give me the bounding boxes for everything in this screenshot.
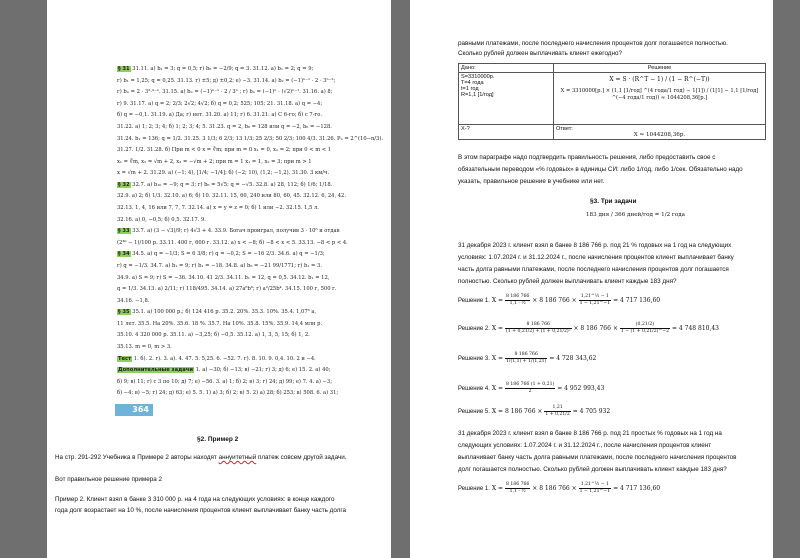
- principal: 8 186 766: [505, 322, 572, 329]
- intro-line-1: равными платежами, после последнего начисления процентов долг погашается полностью.: [458, 40, 728, 47]
- given-solution-table: [458, 63, 766, 140]
- task2-solution-1: Решение 1. X = $\frac{8 186 766}{\text{1,1 · ½}}$ × 8 186 766 × $\frac{\text{1,21\textasciicircum{}½ − 1}}{1 - 1,21\^{}-1}$ = 4 717 136,60: [458, 482, 661, 494]
- table-header-solution: Решение: [554, 64, 766, 73]
- solution-5: Решение 5. X = 8 186 766 × $\frac{1,21}{1 + 0,21/2}$ = 4 705 932: [458, 405, 611, 417]
- solution-label: Решение 2.: [458, 326, 490, 332]
- answer-key-text: б) 9; в) 11; г) с 3 по 10; д) 7; е) −56. 3. а) 1; б) 2; в) 3; г) 24; д) 99; е) 7. 4. а) −3;: [117, 379, 332, 385]
- unknown-cell: X-?: [459, 125, 554, 140]
- x-equals: X =: [491, 485, 504, 492]
- answer-key-text: 32.9. а) 2; б) 1/3. 32.10. а) 6; б) 10. 32.11. 15, 60, 240 или 80, 60, 45. 32.12. 6, 24, 42.: [117, 193, 347, 199]
- answer-key-text: г) bₙ = 2 · 3²·³⁻ⁿ. 31.15. а) bₙ = (−1)ⁿ⁻¹ · 2 / 3ⁿ ; г) bₙ = (−1)ⁿ · (√2)ⁿ⁻¹. 31.16. а) 8;: [117, 89, 333, 95]
- task2-line-3: выплачивает банку часть долга равными платежами, после последнего начисления процентов: [458, 454, 737, 461]
- page-number: 364: [115, 404, 153, 416]
- answer-key-line: [117, 367, 330, 373]
- table-header-given: Дано:: [459, 64, 554, 73]
- x-equals: X =: [491, 297, 504, 304]
- answer-key-text: 1. б). 2. г). 3. а). 4. 47. 5. 5,25. 6. −52. 7. г). 8. 10. 9. 0,4. 10. 2 и −4.: [133, 356, 316, 362]
- solution-2: Решение 2. X = $\frac{8 186 766}{\text{(1 + 0,21/2) + (1 + 0,21/2)²}}$ × 8 186 766 × $\frac{(0,21/2)}{1 - (1 + 0,21/2)\^{}-2}$ = 4 748 810,43: [458, 322, 719, 334]
- solution-label: Решение 4.: [458, 386, 490, 392]
- answer-key-line: [117, 379, 332, 385]
- solution-result: = 4 952 993,43: [557, 385, 605, 392]
- section-badge: Тест: [118, 356, 132, 362]
- principal: 8 186 766: [580, 325, 611, 332]
- answer-key-line: [117, 263, 322, 269]
- solution-3: Решение 3. X = $\frac{8 186 766}{1/(1,1) + 1/(1,21)}$ = 4 728 343,62: [458, 352, 597, 364]
- task2-line-1: 31 декабря 2023 г. клиент взял в банке 8 186 766 р. под 21 простых % годовых на 1 год на: [458, 430, 722, 437]
- fraction: $\frac{8 186 766}{\text{1,1 · ½}}$: [505, 294, 530, 306]
- answer-key-text: г) 9. 31.17. а) q = 2; 2/3; 2√2; 4√2; б) q = 0,2; 525; 105; 21. 31.18. а) q = −4;: [117, 101, 323, 107]
- answer-label: Ответ:: [556, 126, 573, 132]
- principal: 8 186 766: [505, 352, 547, 359]
- answer-key-text: 32.13. 1, 4, 16 или 7, 7, 7. 32.14. а) x = y = z = 0; б) 1 или −2. 32.15. 1,5 л.: [117, 205, 319, 211]
- answer-key-line: [117, 217, 206, 223]
- answer-key-text: 31.22. а) 1; 2; 3; 4; б) 1; 2; 3; 4; 5. 31.23. q = 2, b₆ = 128 или q = −2, b₆ = −128.: [117, 124, 332, 130]
- paragraph-correct-solution: Вот правильное решение примера 2: [55, 476, 162, 483]
- answer-key-text: 33.7. а) (3 − √3)/9; г) 4√3 + 4. 33.9. Богач проиграл, получив 3 · 10⁶ и отдав: [132, 228, 340, 234]
- section-badge: § 33: [118, 228, 130, 234]
- intro-line-2: Сколько рублей должен выплачивать клиент ежегодно?: [458, 50, 622, 57]
- note-line-3: указать, правильное решение в учебнике или нет.: [458, 178, 605, 185]
- answer-key-line: [117, 101, 322, 107]
- paragraph-example2-line1: Пример 2. Клиент взял в банке 3 310 000 р. на 4 года на следующих условиях: в конце каждого: [55, 496, 335, 503]
- principal: 8 186 766: [539, 297, 570, 304]
- given-t: T=4 года: [461, 80, 484, 86]
- answer-key-text: 34.5. а) q = −1/3; S = 6 3/8; г) q = −0,2; S = −16 2/3. 34.6. а) q = −1/3;: [132, 251, 325, 257]
- answer-key-text: x₁ = ∛m, x₂ = √m + 2, x₃ = −√m + 2; при m = 1 x₁ = 1, x₂ = 3; при m > 1: [117, 159, 312, 165]
- answer-key-line: [117, 124, 332, 130]
- solution-result: = 4 705 932: [572, 408, 611, 415]
- x-equals: X =: [491, 355, 504, 362]
- right-document-page: [410, 0, 773, 558]
- principal: 8 186 766: [505, 482, 530, 487]
- task1-line-3: часть долга равными платежами, после последнего начисления процентов долг погашается: [458, 266, 729, 273]
- answer-key-text: 31.11. а) b₁ = 3; q = 0,5; г) b₆ = −2/9; q = 3. 31.12. а) b₁ = 2; q = 9;: [132, 66, 314, 72]
- paragraph-example2-line2: года долг возрастает на 10 %, после начисления процентов клиент выплачивает банку часть долга: [55, 507, 347, 514]
- answer-cell: [554, 125, 766, 140]
- solution-1: Решение 1. X = $\frac{8 186 766}{\text{1,1 · ½}}$ × 8 186 766 × $\frac{\text{1,21\textasciicircum{}½ − 1}}{1 - 1,21\^{}-1}$ = 4 717 136,60: [458, 294, 661, 306]
- x-equals: X =: [491, 385, 504, 392]
- solution-formulas: [554, 73, 766, 125]
- answer-key-line: [117, 275, 329, 281]
- answer-key-text: x = √m + 2. 31.29. а) (−1; 4), [1/4; −1/4]; б) (−2; 10), (1,2; −1,2). 31.30. 3 км/ч.: [117, 170, 330, 176]
- answer-key-text: 34.16. −1,8.: [117, 298, 150, 304]
- answer-key-text: 1. а) −30; б) −13; в) −21; г) 3; д) 6; е) 15. 2. а) 40;: [195, 367, 331, 373]
- solution-label: Решение 1.: [458, 298, 490, 304]
- answer-key-text: q = 1/3. 34.13. а) 2/11; г) 118/495. 34.14. а) 27a⁶b⁶; г) a²/25b⁴. 34.15. 100 г, 500 г.: [117, 286, 337, 292]
- solution-4: Решение 4. X = $\frac{8 186 766 (1 + 0,21)}{2}$ = 4 952 993,43: [458, 382, 605, 394]
- answer-key-line: [117, 66, 313, 72]
- given-small-t: t=1 год: [461, 86, 479, 92]
- answer-key-line: [117, 170, 329, 176]
- scanned-answer-key: [117, 66, 383, 426]
- solution-result: = 4 728 343,62: [549, 355, 597, 362]
- answer-key-line: [117, 309, 316, 315]
- note-line-2: обязательным переводом «% годовых» в единицы СИ: либо 1/год, либо 1/сек. Обязательно надо: [458, 166, 743, 173]
- section-badge: § 32: [118, 182, 130, 188]
- x-equals: X =: [491, 408, 504, 415]
- principal: 8 186 766: [539, 485, 570, 492]
- answer-key-line: [117, 286, 337, 292]
- solution-label: Решение 5.: [458, 409, 490, 415]
- answer-key-line: [117, 321, 322, 327]
- solution-label: Решение 1.: [458, 486, 490, 492]
- answer-key-text: (2³⁰ − 1)/100 р. 33.11. 400 г, 600 г. 33.12. а) x < −8; б) −8 < x < 5. 33.13. −8 < p < 4.: [117, 240, 348, 246]
- section-heading-example2: §2. Пример 2: [197, 436, 239, 443]
- solution-result: = 4 717 136,60: [613, 485, 661, 492]
- answer-value: X ≈ 1044208,36р.: [633, 132, 686, 138]
- answer-key-text: б) −4; в) −5; г) 24; д) 63; е) 5. 5. 1) а) 3; б) 2; в) 5. 2) а) 28; б) 253; в) 508. 6. а) 31;: [117, 390, 339, 396]
- answer-key-line: [117, 390, 338, 396]
- task1-line-1: 31 декабря 2023 г. клиент взял в банке 8 186 766 р. под 21 % годовых на 1 год на следующих: [458, 242, 732, 249]
- given-s: S=3310000р.: [461, 74, 495, 80]
- given-r: R=1,1 [1/год]: [461, 92, 494, 98]
- answer-key-text: 11 лет. 35.5. На 20%. 35.6. 18 %. 35.7. На 10%. 35.8. 15%. 35.9. 14,4 млн р.: [117, 321, 323, 327]
- solution-label: Решение 3.: [458, 356, 490, 362]
- left-document-page: [47, 0, 391, 558]
- x-equals: X =: [491, 325, 504, 332]
- task2-line-2: следующих условиях: 1.07.2024 г. и 31.12.2024 г., после начисления процентов клиент: [458, 442, 712, 449]
- principal: 8 186 766: [504, 408, 536, 415]
- days-fraction: 183 дня / 366 дней/год = 1/2 года: [586, 212, 685, 218]
- answer-key-text: г) q = −1/3. 34.7. а) b₁ = 9; г) b₁ = −18. 34.8. а) b₆ = −21 99/1771; г) b₁ = 3.: [117, 263, 322, 269]
- answer-key-line: [117, 205, 319, 211]
- answer-key-line: [117, 136, 383, 142]
- answer-key-text: г) b₁ = 1,25; q = 0,25. 31.13. г) ±5; д) ±0,2; е) −3. 31.14. а) b₂ = (−1)ⁿ⁻¹ · 2 · 3ⁿ⁻²;: [117, 78, 336, 84]
- note-line-1: В этом параграфе надо подтвердить правильность решения, либо предоставить свое с: [458, 154, 716, 161]
- task1-line-4: полностью. Сколько рублей должен выплачивать клиент каждые 183 дня?: [458, 278, 677, 285]
- answer-key-text: 31.27. 1/2. 31.28. б) При m < 0 x = ∛m; при m = 0 x₁ = 0, x₂ = 2; при 0 < m < 1: [117, 147, 332, 153]
- section-badge: § 35: [118, 309, 130, 315]
- answer-key-line: [117, 159, 312, 165]
- answer-key-line: [117, 147, 331, 153]
- answer-key-line: [117, 182, 332, 188]
- paragraph-textbook-reference: На стр. 291-292 Учебника в Примере 2 авторы находят аннуитетный платеж совсем другой задачи.: [55, 454, 347, 461]
- section-badge: § 31: [118, 66, 130, 72]
- task1-line-2: условиях: 1.07.2024 г. и 31.12.2024 г., после начисления процентов клиент выплачивает банку: [458, 254, 734, 261]
- answer-key-line: [117, 193, 346, 199]
- answer-key-text: 35.1. а) 100 000 р.; б) 124 416 р. 35.2. 20%. 35.3. 10%. 35.4. 1,07⁵ a,: [132, 309, 317, 315]
- answer-key-line: [117, 332, 310, 338]
- answer-key-text: 34.9. а) S = 9; г) S = −36. 34.10. 41 2/3. 34.11. b₁ = 12, q = 0,5. 34.12. b₁ = 12,: [117, 275, 330, 281]
- answer-key-line: [117, 298, 149, 304]
- answer-key-line: [117, 89, 332, 95]
- answer-key-line: [117, 240, 348, 246]
- task2-line-4: долг погашается полностью. Сколько рублей должен выплачивать клиент каждые 183 дня?: [458, 466, 727, 473]
- section-heading-three-tasks: §3. Три задачи: [590, 198, 637, 205]
- answer-key-text: 35.13. m = 0, m > 3.: [117, 344, 172, 350]
- answer-key-line: [117, 78, 335, 84]
- answer-key-line: [117, 356, 316, 362]
- solution-result: = 4 717 136,60: [613, 297, 661, 304]
- solution-result: = 4 748 810,43: [671, 325, 719, 332]
- given-values: [459, 73, 554, 125]
- section-badge: § 34: [118, 251, 130, 257]
- answer-key-line: [117, 228, 340, 234]
- section-badge: Дополнительные задачи: [118, 367, 193, 373]
- general-formula: X = S · (R^T − 1) / (1 − R^(−T)): [609, 76, 710, 83]
- answer-key-line: [117, 344, 172, 350]
- principal: 8 186 766: [505, 294, 530, 299]
- answer-key-line: [117, 251, 325, 257]
- answer-key-text: 31.24. b₁ = 136; q = 1/2. 31.25. 3 1/3; 6 2/3; 13 1/3; 25 2/3; 50 2/3; 100 4/3. 31.26. Pₙ = 2^(10−n/3).: [117, 136, 384, 142]
- answer-key-text: 35.10. 4 320 000 р. 35.11. а) −3,25; б) −0,5. 35.12. а) 1, 3, 5, 15; б) 1, 2.: [117, 332, 310, 338]
- answer-key-text: 32.16. а) 0, −0,5; б) 0,5. 32.17. 9.: [117, 217, 206, 223]
- answer-key-text: 32.7. а) b₁₀ = −9; q = 3; г) b₆ = 5√5; q = −√5. 32.8. а) 28, 112; б) 1/6; 1/18.: [132, 182, 333, 188]
- answer-key-line: [117, 112, 322, 118]
- answer-key-text: б) q = −0,1. 31.19. а) Да; г) нет. 31.20. а) 11; г) 6. 31.21. а) С 6-го; б) с 7-го.: [117, 112, 322, 118]
- numeric-formula: X = 3310000[р.] × (1,1 [1/год] ^(4 года/1 год) − 1[1]) / (1[1] − 1,1 [1/год] ^(−4 года/1 год)) ≈ 1044208,36[р.]: [560, 88, 759, 101]
